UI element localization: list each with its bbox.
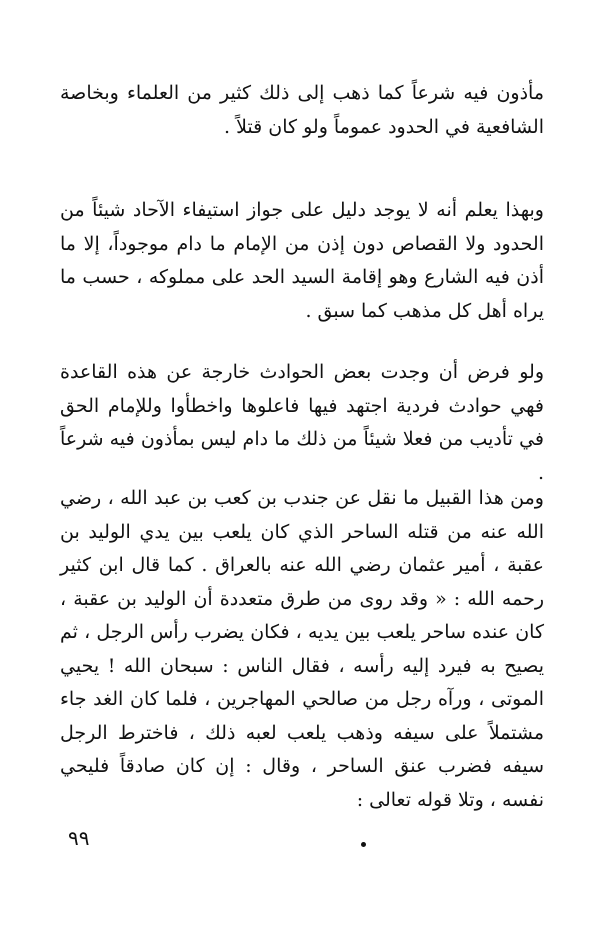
paragraph-1: مأذون فيه شرعاً كما ذهب إلى ذلك كثير من العلماء وبخاصة الشافعية في الحدود عموماً ولو كان قتلاً . <box>60 82 544 138</box>
paragraph-2: وبهذا يعلم أنه لا يوجد دليل على جواز استيفاء الآحاد شيئاً من الحدود ولا القصاص دون إذن من الإمام ما دام موجوداً، إلا ما أذن فيه الشارع وهو إقامة السيد الحد على مملوكه ، حسب ما يراه أهل كل مذهب كما سبق . <box>60 199 544 322</box>
footer-dot <box>361 842 366 847</box>
page-number: ٩٩ <box>68 826 90 850</box>
paragraph-3: ولو فرض أن وجدت بعض الحوادث خارجة عن هذه القاعدة فهي حوادث فردية اجتهد فيها فاعلوها واخطأوا وللإمام الحق في تأديب من فعلا شيئاً من ذلك ما دام ليس بمأذون فيه شرعاً . <box>60 361 544 484</box>
paragraph-4: ومن هذا القبيل ما نقل عن جندب بن كعب بن عبد الله ، رضي الله عنه من قتله الساحر الذي كان يلعب بين يدي الوليد بن عقبة ، أمير عثمان رضي الله عنه بالعراق . كما قال ابن كثير رحمه الله : « وقد روى من طرق متعددة أن الوليد بن عقبة ، كان عنده ساحر يلعب بين يديه ، فكان يضرب رأس الرجل ، ثم يصيح به فيرد إليه رأسه ، فقال الناس : سبحان الله ! يحيي الموتى ، ورآه رجل من صالحي المهاجرين ، فلما كان الغد جاء مشتملاً على سيفه وذهب يلعب لعبه ذلك ، فاخترط الرجل سيفه فضرب عنق الساحر ، وقال : إن كان صادقاً فليحي نفسه ، وتلا قوله تعالى : <box>60 487 544 811</box>
